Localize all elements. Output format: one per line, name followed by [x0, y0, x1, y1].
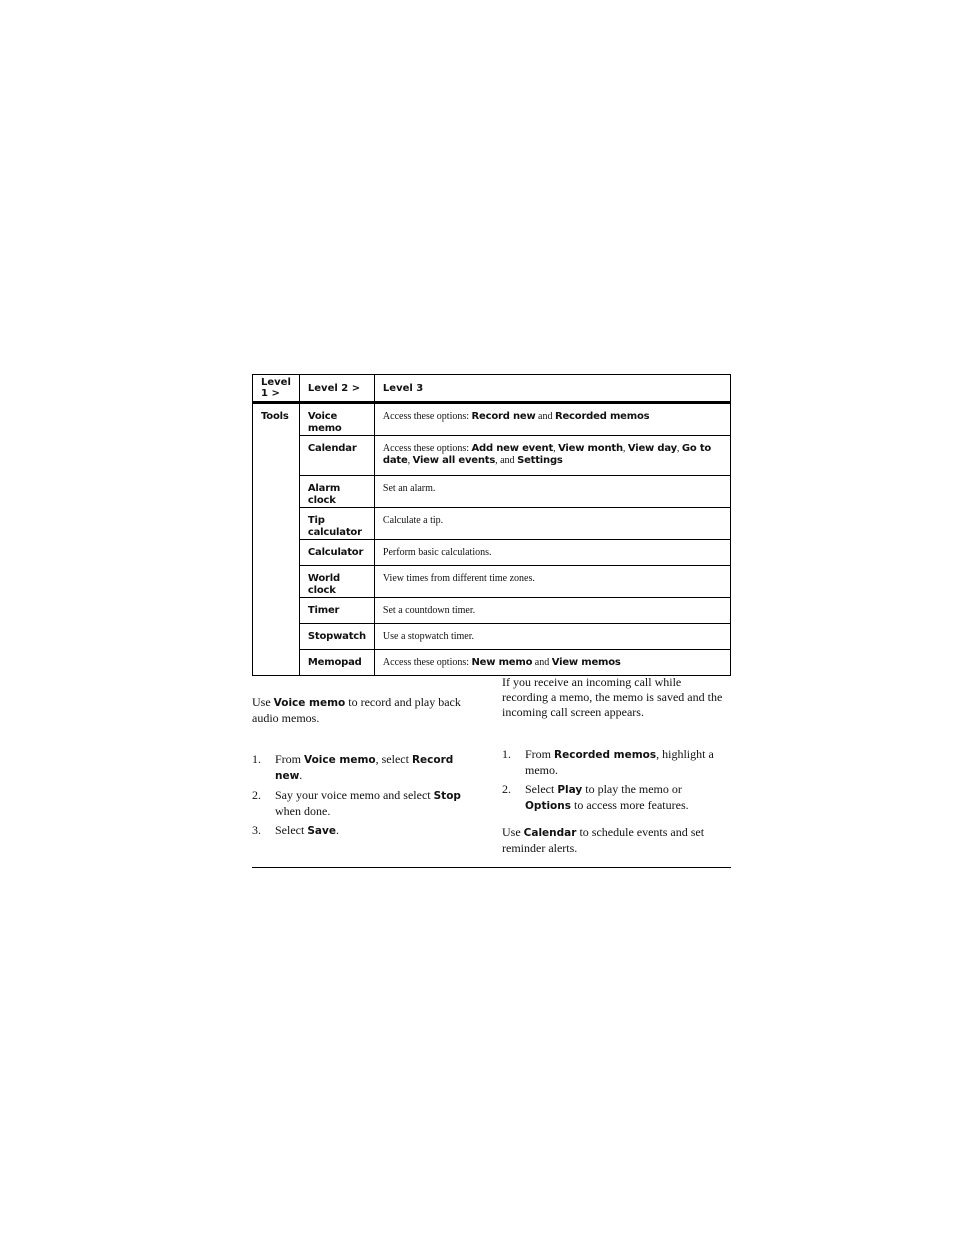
bold-term: New memo — [471, 657, 533, 668]
table-row — [253, 540, 731, 566]
level3-cell — [374, 436, 730, 476]
text-run: View times from different time zones. — [382, 573, 535, 584]
right-column — [502, 675, 730, 720]
text-run: From — [275, 752, 305, 766]
bold-term: View all events — [412, 455, 496, 466]
text-run: to access more features. — [571, 798, 689, 812]
left-column — [252, 695, 480, 726]
text-run: , — [676, 443, 682, 454]
bold-term: Record new — [275, 754, 454, 782]
table-row — [253, 624, 731, 650]
bold-term: Voice memo — [304, 754, 376, 766]
left-steps-container — [252, 752, 480, 843]
step-number: 2. — [502, 782, 511, 796]
text-run: Set an alarm. — [382, 483, 436, 494]
text-run: Access these options: — [382, 443, 472, 454]
step-number: 1. — [252, 752, 261, 766]
text-run: and — [532, 657, 552, 668]
text-run: Select — [275, 823, 308, 837]
calendar-intro-container — [502, 825, 730, 856]
table-row — [253, 403, 731, 436]
list-item — [502, 782, 730, 814]
table-row — [253, 508, 731, 540]
bold-term: Recorded memos — [554, 749, 657, 761]
list-item — [252, 752, 480, 784]
table-row — [253, 436, 731, 476]
level2-cell: Alarm clock — [299, 476, 374, 508]
level2-cell: Memopad — [299, 650, 374, 676]
text-run: , — [622, 443, 628, 454]
level3-cell — [374, 540, 730, 566]
step-number: 3. — [252, 823, 261, 837]
menu-table — [252, 374, 731, 676]
level2-cell: World clock — [299, 566, 374, 598]
text-run: From — [525, 747, 555, 761]
right-steps-container — [502, 747, 730, 818]
text-run: , select — [375, 752, 412, 766]
level2-cell: Voice memo — [299, 403, 374, 436]
level3-cell — [374, 508, 730, 540]
bold-term: View memos — [551, 657, 621, 668]
table-row — [253, 476, 731, 508]
text-run: . — [335, 823, 339, 837]
text-run: when done. — [275, 804, 331, 818]
text-run: Calculate a tip. — [382, 515, 444, 526]
header-level1: Level 1 > — [253, 375, 300, 403]
footer-rule — [252, 867, 731, 868]
level3-cell — [374, 598, 730, 624]
calendar-intro: Use Calendar to schedule events and set reminder alerts. — [502, 825, 705, 855]
table-row — [253, 598, 731, 624]
text-run: Select — [525, 782, 558, 796]
bold-term: Go to date — [382, 443, 712, 466]
level3-cell — [374, 624, 730, 650]
bold-term: Save — [307, 825, 336, 837]
text-run: , — [553, 443, 559, 454]
bold-term: Record new — [471, 411, 536, 422]
step-number: 2. — [252, 788, 261, 802]
text-run: . — [299, 768, 303, 782]
bold-term: View day — [627, 443, 677, 454]
text-run: , — [407, 455, 413, 466]
header-level2: Level 2 > — [299, 375, 374, 403]
table-row — [253, 566, 731, 598]
text-run: to play the memo or — [582, 782, 682, 796]
table-header-row — [253, 375, 731, 403]
text-run: Set a countdown timer. — [382, 605, 476, 616]
text-run: , and — [495, 455, 518, 466]
list-item — [252, 788, 480, 819]
play-memo-steps — [502, 747, 730, 814]
step-number: 1. — [502, 747, 511, 761]
level2-cell: Timer — [299, 598, 374, 624]
voice-memo-intro: Use Voice memo to record and play back audio memos. — [252, 695, 461, 725]
level3-cell — [374, 403, 730, 436]
level1-cell: Tools — [253, 403, 300, 676]
text-run: Use a stopwatch timer. — [382, 631, 475, 642]
table-row — [253, 650, 731, 676]
level3-cell — [374, 650, 730, 676]
record-memo-steps — [252, 752, 480, 839]
text-run: Say your voice memo and select — [275, 788, 434, 802]
level3-cell — [374, 566, 730, 598]
level2-cell: Tip calculator — [299, 508, 374, 540]
text-run: Access these options: — [382, 411, 472, 422]
bold-term: Stop — [433, 790, 461, 802]
list-item — [252, 823, 480, 839]
list-item — [502, 747, 730, 778]
bold-term: Recorded memos — [554, 411, 650, 422]
level2-cell: Stopwatch — [299, 624, 374, 650]
text-run: Access these options: — [382, 657, 472, 668]
level3-cell — [374, 476, 730, 508]
header-level3: Level 3 — [374, 375, 730, 403]
bold-term: Options — [525, 800, 571, 812]
bold-term: Settings — [517, 455, 563, 466]
level2-cell: Calendar — [299, 436, 374, 476]
bold-term: Add new event — [471, 443, 554, 454]
text-run: and — [535, 411, 555, 422]
text-run: , highlight a memo. — [525, 747, 714, 777]
level2-cell: Calculator — [299, 540, 374, 566]
bold-term: View month — [558, 443, 623, 454]
text-run: Perform basic calculations. — [382, 547, 492, 558]
bold-term: Play — [557, 784, 583, 796]
incoming-call-note: If you receive an incoming call while recording a memo, the memo is saved and the incoming call screen appears. — [502, 675, 723, 719]
